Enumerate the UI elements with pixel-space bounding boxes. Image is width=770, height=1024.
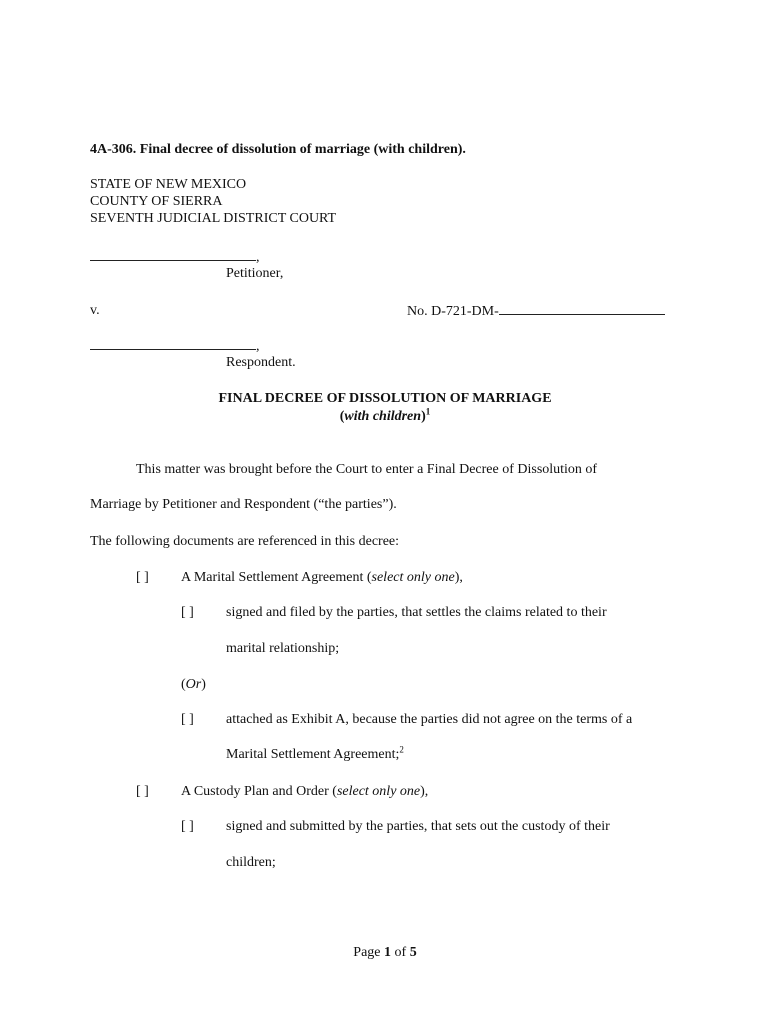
- msa-label: A Marital Settlement Agreement (select only one),: [181, 570, 463, 585]
- msa-option-1-line-1: signed and filed by the parties, that settles the claims related to their: [226, 605, 607, 620]
- petitioner-label: Petitioner,: [226, 266, 284, 281]
- custody-option-1-line-1: signed and submitted by the parties, that sets out the custody of their: [226, 819, 610, 834]
- custody-option-1-line-2: children;: [226, 855, 276, 870]
- case-number-blank[interactable]: [499, 302, 665, 315]
- versus-label: v.: [90, 303, 100, 318]
- msa-option-1-line-2: marital relationship;: [226, 641, 340, 656]
- respondent-blank[interactable]: [90, 337, 256, 350]
- subtitle-text: with children: [344, 409, 422, 424]
- custody-option-1-checkbox[interactable]: [ ]: [181, 819, 194, 834]
- paragraph-1-line-2: Marriage by Petitioner and Respondent (“the parties”).: [90, 497, 397, 512]
- decree-subtitle: (with children)$^1$: [339, 406, 431, 424]
- paragraph-2: The following documents are referenced in this decree:: [90, 534, 400, 549]
- footnote-ref-2: 2: [399, 744, 404, 755]
- msa-option-2-line-2: Marital Settlement Agreement;$^2$: [226, 744, 404, 762]
- custody-label: A Custody Plan and Order (select only one),: [181, 784, 429, 799]
- form-heading: 4A-306. Final decree of dissolution of marriage (with children).: [90, 142, 466, 157]
- msa-option-2-checkbox[interactable]: [ ]: [181, 712, 194, 727]
- court-county: COUNTY OF SIERRA: [90, 194, 223, 209]
- page-total: 5: [409, 945, 417, 960]
- msa-option-2-line-1: attached as Exhibit A, because the parties did not agree on the terms of a: [226, 712, 633, 727]
- respondent-label: Respondent.: [226, 355, 296, 370]
- page-footer: Page 1 of 5: [353, 945, 417, 960]
- respondent-comma: ,: [256, 339, 260, 354]
- or-label: (Or): [181, 677, 206, 692]
- page-number: 1: [384, 945, 392, 960]
- court-district: SEVENTH JUDICIAL DISTRICT COURT: [90, 211, 337, 226]
- petitioner-blank[interactable]: [90, 248, 256, 261]
- decree-title: FINAL DECREE OF DISSOLUTION OF MARRIAGE: [218, 391, 552, 406]
- case-number-line[interactable]: [407, 302, 665, 321]
- petitioner-comma: ,: [256, 250, 260, 265]
- paragraph-1-line-1: This matter was brought before the Court to enter a Final Decree of Dissolution of: [136, 462, 598, 477]
- case-number-label: No. D-721-DM-: [407, 304, 499, 319]
- msa-checkbox[interactable]: [ ]: [136, 570, 149, 585]
- msa-option-1-checkbox[interactable]: [ ]: [181, 605, 194, 620]
- court-state: STATE OF NEW MEXICO: [90, 177, 247, 192]
- custody-checkbox[interactable]: [ ]: [136, 784, 149, 799]
- footnote-ref-1: 1: [425, 406, 431, 417]
